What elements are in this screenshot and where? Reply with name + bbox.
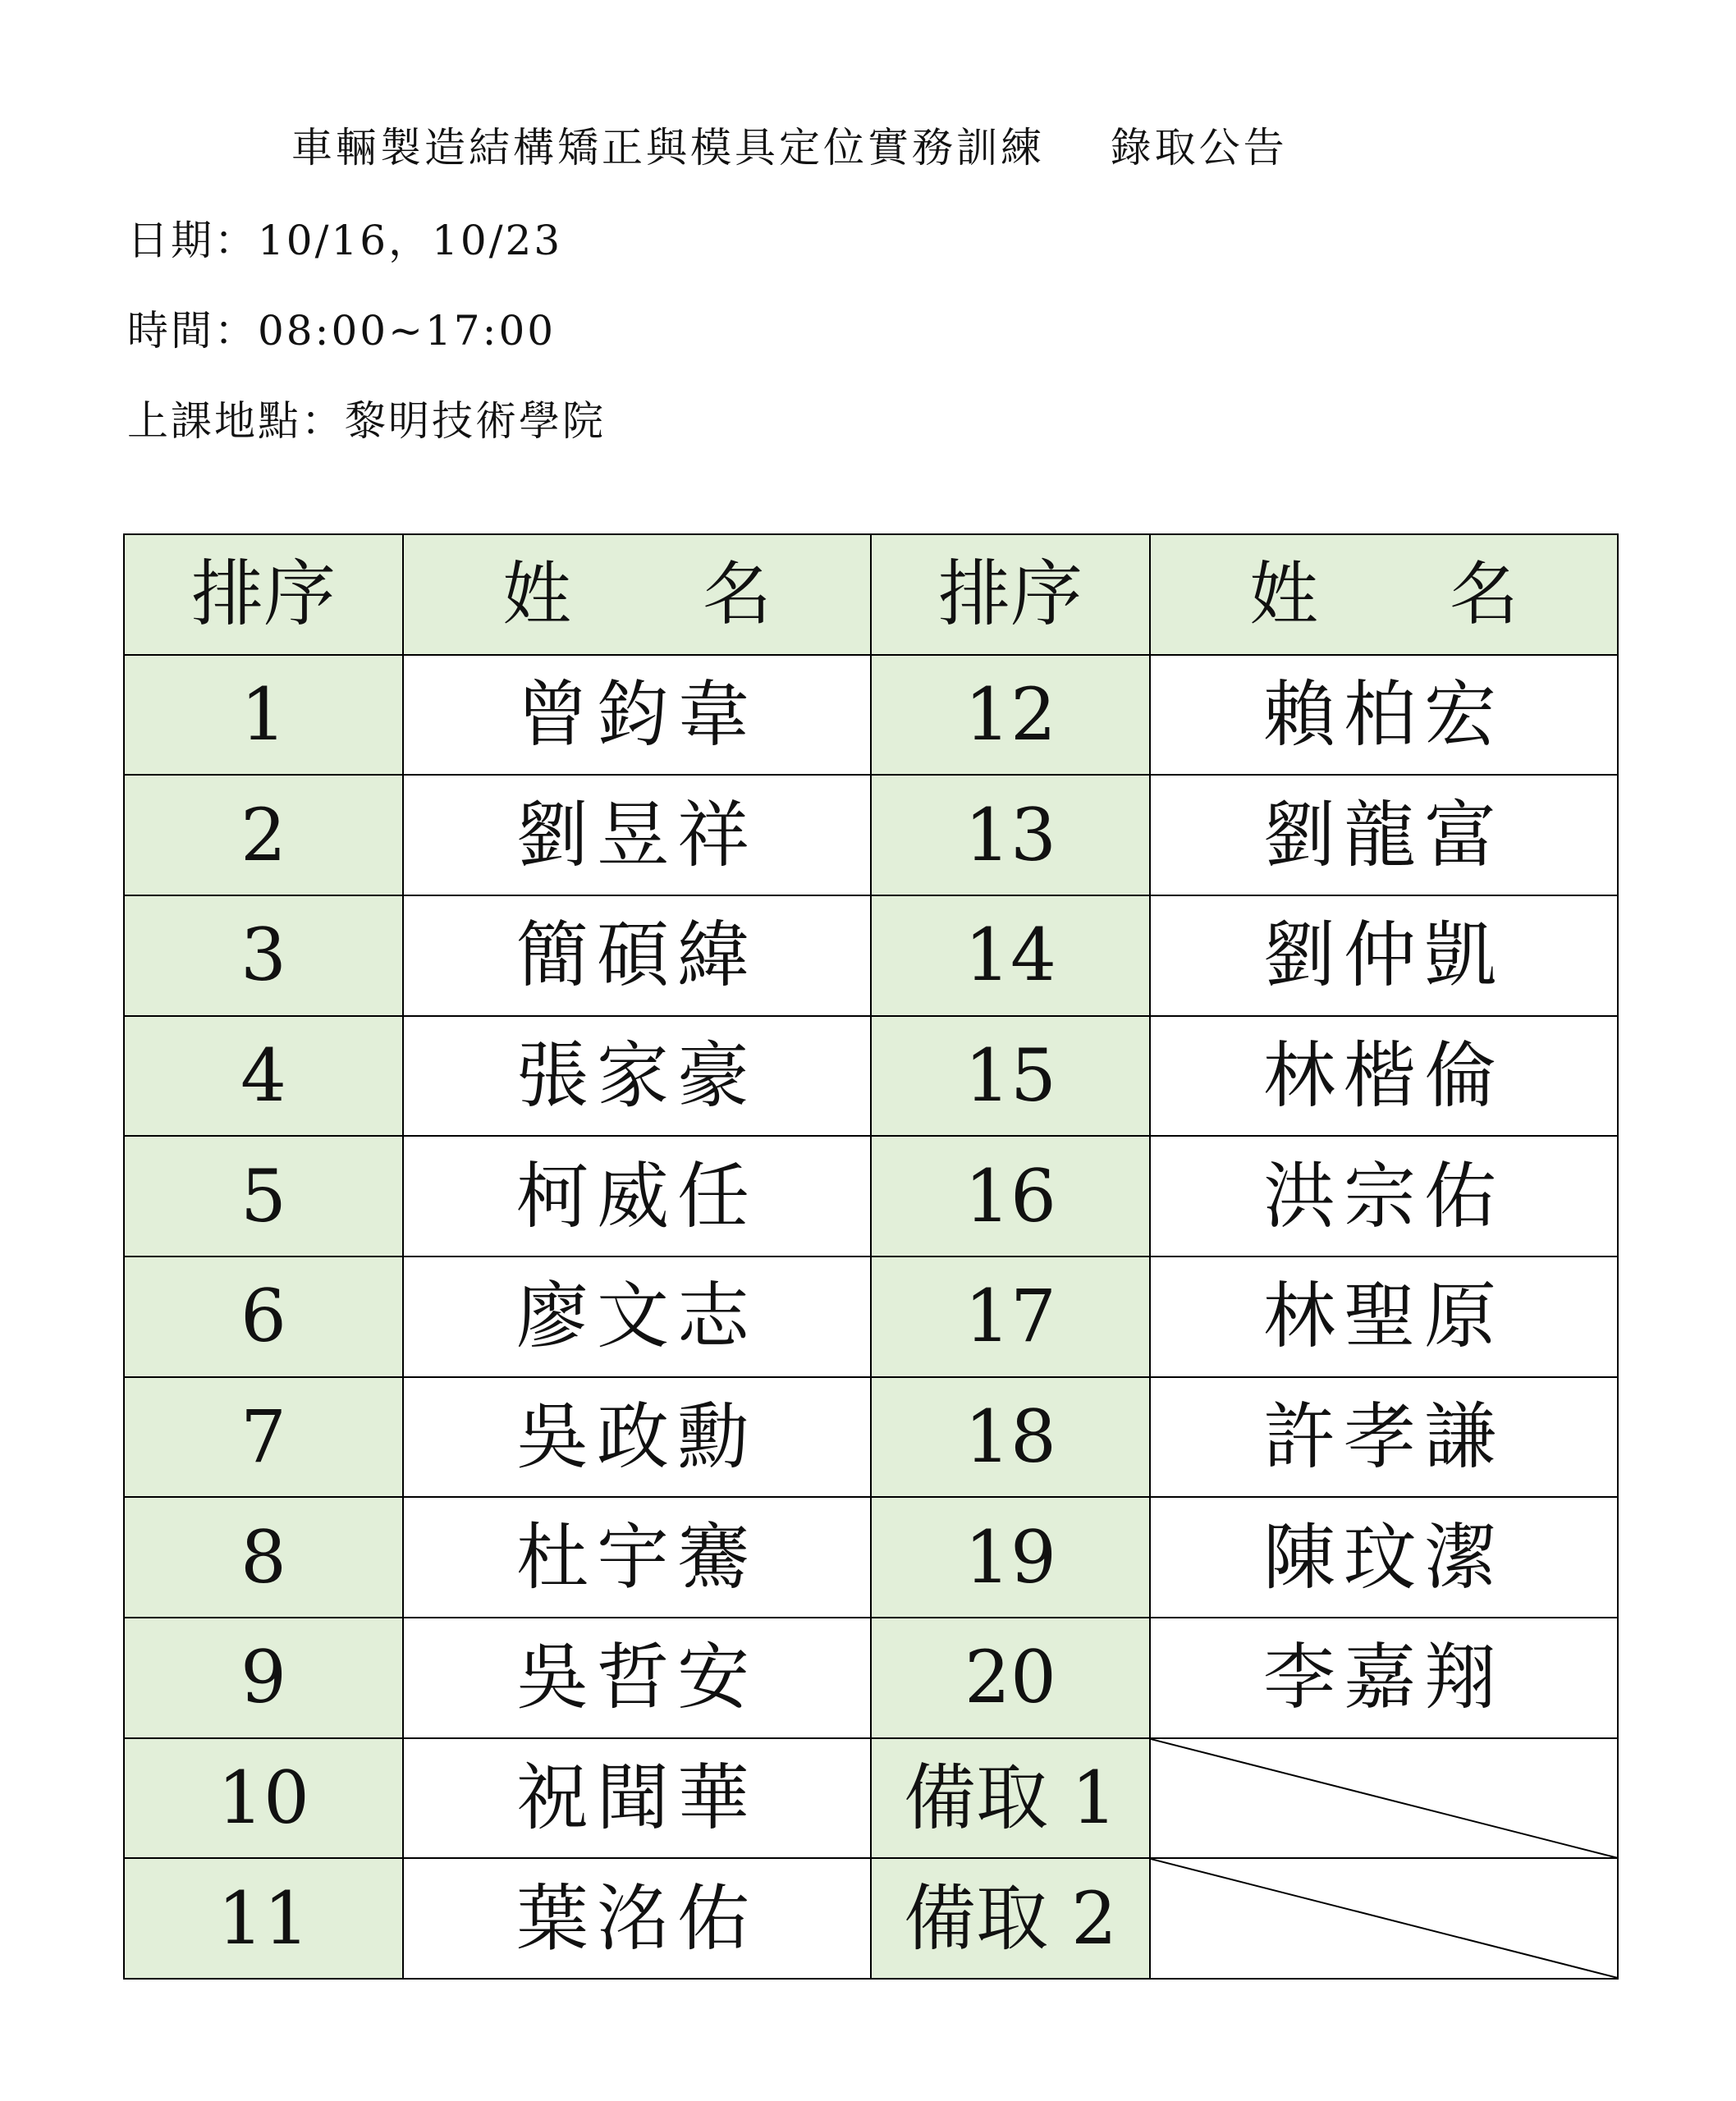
rank-cell: 9 <box>124 1618 403 1738</box>
time-line <box>127 298 556 357</box>
name-cell: 劉仲凱 <box>1150 895 1618 1016</box>
rank-cell: 5 <box>124 1136 403 1256</box>
rank-cell: 備取 1 <box>871 1738 1150 1859</box>
date-label: 日期： <box>127 217 258 264</box>
name-cell: 吳哲安 <box>403 1618 871 1738</box>
rank-cell: 3 <box>124 895 403 1016</box>
rank-cell: 4 <box>124 1016 403 1137</box>
table-row <box>124 1016 1618 1137</box>
admission-roster-table <box>123 533 1619 1980</box>
name-cell: 祝聞華 <box>403 1738 871 1859</box>
table-row <box>124 1858 1618 1979</box>
name-cell: 林楷倫 <box>1150 1016 1618 1137</box>
name-header-char-1: 姓 <box>502 554 572 635</box>
name-cell: 賴柏宏 <box>1150 655 1618 776</box>
rank-cell: 13 <box>871 775 1150 895</box>
time-label: 時間： <box>127 307 258 355</box>
rank-cell: 19 <box>871 1497 1150 1618</box>
rank-cell: 18 <box>871 1377 1150 1498</box>
name-header-char-2: 名 <box>702 554 772 635</box>
rank-cell: 11 <box>124 1858 403 1979</box>
roster-body <box>124 534 1618 1979</box>
location-label: 上課地點： <box>127 397 345 445</box>
rank-cell: 備取 2 <box>871 1858 1150 1979</box>
empty-slot-cell <box>1150 1858 1618 1979</box>
rank-cell: 8 <box>124 1497 403 1618</box>
table-row <box>124 1497 1618 1618</box>
name-cell: 劉龍富 <box>1150 775 1618 895</box>
name-header-char-2: 名 <box>1449 554 1518 635</box>
time-value: 08:00~17:00 <box>258 307 557 355</box>
name-cell: 簡碩緯 <box>403 895 871 1016</box>
name-header-char-1: 姓 <box>1249 554 1319 635</box>
name-header <box>403 534 871 655</box>
rank-cell: 14 <box>871 895 1150 1016</box>
name-cell: 吳政勳 <box>403 1377 871 1498</box>
name-cell: 葉洺佑 <box>403 1858 871 1979</box>
name-header <box>1150 534 1618 655</box>
name-cell: 柯威任 <box>403 1136 871 1256</box>
rank-cell: 2 <box>124 775 403 895</box>
table-row <box>124 1256 1618 1377</box>
table-row <box>124 655 1618 776</box>
name-cell: 陳玟潔 <box>1150 1497 1618 1618</box>
name-cell: 張家豪 <box>403 1016 871 1137</box>
name-cell: 李嘉翔 <box>1150 1618 1618 1738</box>
diagonal-strike-line <box>1151 1739 1617 1858</box>
rank-cell: 12 <box>871 655 1150 776</box>
table-row <box>124 1136 1618 1256</box>
announcement-title: 車輛製造結構矯正與模具定位實務訓練 錄取公告 <box>291 124 1288 172</box>
date-value: 10/16，10/23 <box>258 217 563 264</box>
rank-cell: 1 <box>124 655 403 776</box>
rank-cell: 20 <box>871 1618 1150 1738</box>
rank-cell: 7 <box>124 1377 403 1498</box>
rank-header: 排序 <box>124 534 403 655</box>
empty-slot-cell <box>1150 1738 1618 1859</box>
rank-cell: 6 <box>124 1256 403 1377</box>
table-row <box>124 1377 1618 1498</box>
rank-cell: 16 <box>871 1136 1150 1256</box>
table-row <box>124 1618 1618 1738</box>
rank-header: 排序 <box>871 534 1150 655</box>
table-row <box>124 1738 1618 1859</box>
name-cell: 林聖原 <box>1150 1256 1618 1377</box>
rank-cell: 10 <box>124 1738 403 1859</box>
table-row <box>124 895 1618 1016</box>
diagonal-strike-line <box>1151 1859 1617 1978</box>
name-cell: 許孝謙 <box>1150 1377 1618 1498</box>
name-cell: 廖文志 <box>403 1256 871 1377</box>
name-cell: 劉昱祥 <box>403 775 871 895</box>
rank-cell: 17 <box>871 1256 1150 1377</box>
table-row <box>124 775 1618 895</box>
name-cell: 洪宗佑 <box>1150 1136 1618 1256</box>
name-cell: 曾鈞韋 <box>403 655 871 776</box>
rank-cell: 15 <box>871 1016 1150 1137</box>
location-line <box>127 388 606 447</box>
header-row <box>124 534 1618 655</box>
name-cell: 杜宇騫 <box>403 1497 871 1618</box>
date-line <box>127 208 562 267</box>
location-value: 黎明技術學院 <box>345 397 606 445</box>
